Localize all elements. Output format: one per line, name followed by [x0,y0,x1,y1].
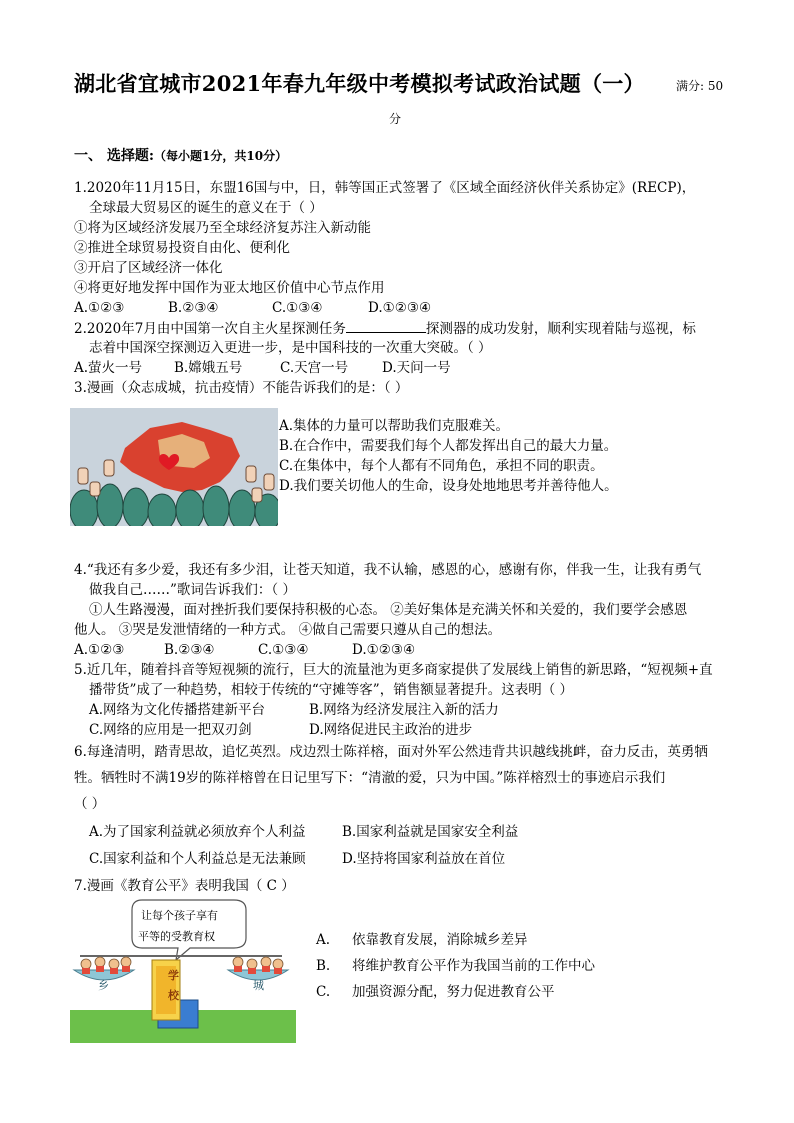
q4-item-line1: ①人生路漫漫，面对挫折我们要保持积极的心态。 ②美好集体是充满关怀和关爱的，我们要学会感恩 [89,602,688,618]
q1-option-b[interactable]: B.②③④ [168,300,219,316]
q2-stem-line2: 志着中国深空探测迈入更进一步，是中国科技的一次重大突破。（ ） [89,340,492,356]
q7-right-pan-label: 城 [253,979,264,992]
exam-title: 湖北省宜城市2021年春九年级中考模拟考试政治试题（一） [74,71,645,96]
q4-stem-line2: 做我自己……”歌词告诉我们：（ ） [89,582,296,598]
q7-bubble-line2: 平等的受教育权 [138,930,215,943]
q5-stem-line1: 5.近几年，随着抖音等短视频的流行，巨大的流量池为更多商家提供了发展线上销售的新思路，“短视频+直 [74,662,713,678]
q1-option-a[interactable]: A.①②③ [74,300,125,316]
q7-stem: 7.漫画《教育公平》表明我国（ C ） [74,878,295,894]
full-score-unit: 分 [389,112,402,126]
q5-option-a[interactable]: A.网络为文化传播搭建新平台 [89,702,266,718]
q6-option-a[interactable]: A.为了国家利益就必须放弃个人利益 [89,824,306,840]
q7-option-a[interactable]: 依靠教育发展，消除城乡差异 [352,932,528,948]
q2-option-b[interactable]: B.嫦娥五号 [174,360,243,376]
q2-stem-line1 [74,318,696,339]
q6-stem-line1: 6.每逢清明，踏青思故，追忆英烈。戍边烈士陈祥榕，面对外军公然违背共识越线挑衅，奋力反击，英勇牺 [74,744,708,760]
q7-bubble-line1: 让每个孩子享有 [141,909,218,922]
q5-option-b[interactable]: B.网络为经济发展注入新的活力 [309,702,499,718]
q2-option-c[interactable]: C.天宫一号 [280,360,349,376]
q7-option-b[interactable]: 将维护教育公平作为我国当前的工作中心 [352,958,595,974]
q1-item-4: ④将更好地发挥中国作为亚太地区价值中心节点作用 [74,280,385,296]
q2-answer-blank[interactable] [346,318,426,333]
q3-option-c[interactable]: C.在集体中，每个人都有不同角色，承担不同的职责。 [279,458,604,474]
q3-stem: 3.漫画（众志成城，抗击疫情）不能告诉我们的是：（ ） [74,380,409,396]
q4-option-d[interactable]: D.①②③④ [352,642,416,658]
q1-option-d[interactable]: D.①②③④ [368,300,432,316]
q4-option-c[interactable]: C.①③④ [258,642,309,658]
q3-option-d[interactable]: D.我们要关切他人的生命，设身处地地思考并善待他人。 [279,478,618,494]
q5-option-c[interactable]: C.网络的应用是一把双刃剑 [89,722,252,738]
q5-option-d[interactable]: D.网络促进民主政治的进步 [309,722,473,738]
q4-option-b[interactable]: B.②③④ [164,642,215,658]
q7-option-b-letter: B. [316,958,331,974]
q1-option-c[interactable]: C.①③④ [272,300,323,316]
q6-stem-line3: （ ） [74,796,106,812]
q1-item-2: ②推进全球贸易投资自由化、便利化 [74,240,290,256]
section-note: （每小题1分，共10分） [154,149,288,163]
q1-stem-line1: 1.2020年11月15日，东盟16国与中，日，韩等国正式签署了《区域全面经济伙伴关系协定》(RECP)， [74,180,696,196]
section-heading [74,145,287,165]
q2-stem-part1: 2.2020年7月由中国第一次自主火星探测任务 [74,321,346,337]
q3-cartoon-drawing [70,408,278,526]
full-score-label: 满分: 50 [676,79,724,93]
q4-stem-line1: 4.“我还有多少爱，我还有多少泪，让苍天知道，我不认输，感恩的心，感谢有你，伴我一生，让我有勇气 [74,562,702,578]
q1-item-3: ③开启了区域经济一体化 [74,260,223,276]
q2-option-d[interactable]: D.天问一号 [382,360,451,376]
q3-cartoon [70,408,278,526]
q7-cartoon [70,898,296,1043]
q7-option-c[interactable]: 加强资源分配，努力促进教育公平 [352,984,555,1000]
q3-option-a[interactable]: A.集体的力量可以帮助我们克服难关。 [279,418,510,434]
q7-left-pan-label: 乡 [98,979,109,992]
q6-option-d[interactable]: D.坚持将国家利益放在首位 [342,851,506,867]
q6-option-c[interactable]: C.国家利益和个人利益总是无法兼顾 [89,851,306,867]
section-label: 一、 选择题: [74,148,155,164]
q4-item-line2: 他人。 ③哭是发泄情绪的一种方式。 ④做自己需要只遵从自己的想法。 [74,622,502,638]
q4-option-a[interactable]: A.①②③ [74,642,125,658]
q5-stem-line2: 播带货”成了一种趋势，相较于传统的“守摊等客”，销售额显著提升。这表明（ ） [89,682,573,698]
q2-option-a[interactable]: A.萤火一号 [74,360,143,376]
q3-option-b[interactable]: B.在合作中，需要我们每个人都发挥出自己的最大力量。 [279,438,618,454]
q7-option-c-letter: C. [316,984,331,1000]
q1-stem-line2: 全球最大贸易区的诞生的意义在于（ ） [89,200,323,216]
q2-stem-part2: 探测器的成功发射，顺利实现着陆与巡视，标 [425,321,696,337]
q7-building-char1: 学 [168,969,179,982]
q1-item-1: ①将为区域经济发展乃至全球经济复苏注入新动能 [74,220,371,236]
q7-option-a-letter: A. [316,932,331,948]
q6-stem-line2: 牲。牺牲时不满19岁的陈祥榕曾在日记里写下：“清澈的爱，只为中国。”陈祥榕烈士的事迹启示我们 [74,770,666,786]
q7-building-char2: 校 [168,989,179,1002]
q6-option-b[interactable]: B.国家利益就是国家安全利益 [342,824,519,840]
